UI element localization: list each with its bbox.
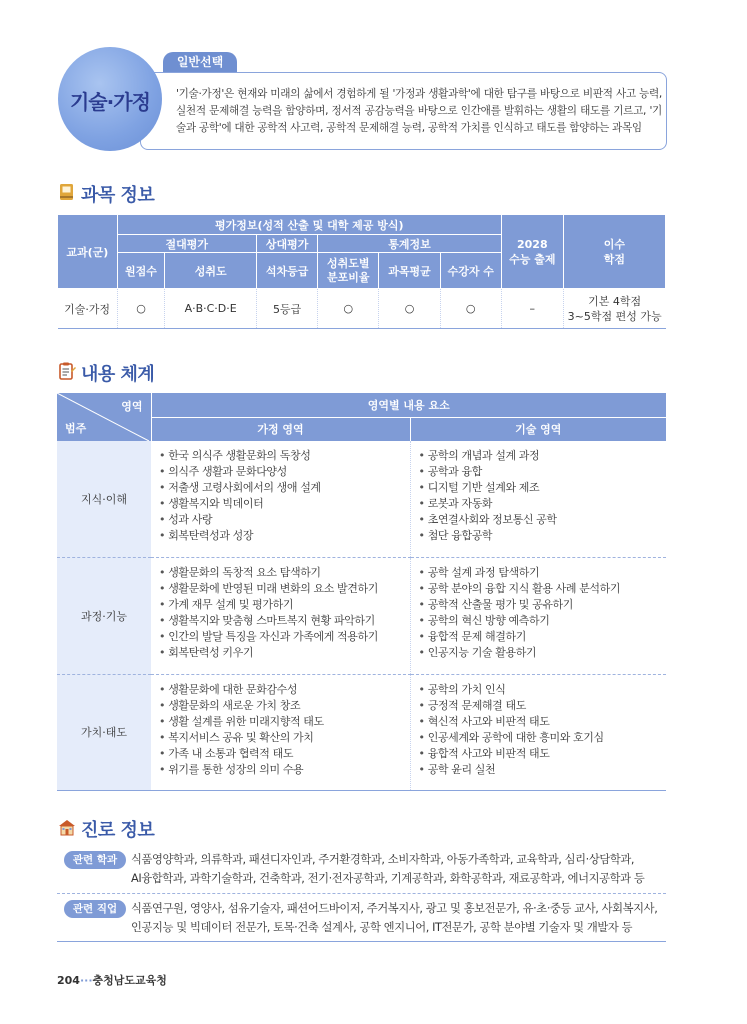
list-item: • 공학의 가치 인식 xyxy=(419,682,667,698)
clipboard-icon xyxy=(58,362,76,380)
majors-badge: 관련 학과 xyxy=(64,851,126,869)
jobs-badge: 관련 직업 xyxy=(64,900,126,918)
footer-separator: ··· xyxy=(79,974,93,987)
content-system-table xyxy=(57,393,666,791)
page-number: 204 xyxy=(57,974,80,987)
career-info-heading: 진로 정보 xyxy=(81,820,155,841)
list-item: • 긍정적 문제해결 태도 xyxy=(419,698,667,714)
col-avg: 과목평균 xyxy=(379,253,440,289)
col-suneung: 2028 수능 출제 xyxy=(501,215,563,289)
col-relative: 상대평가 xyxy=(256,235,317,253)
career-bottom-border xyxy=(57,941,666,942)
page-footer xyxy=(57,972,167,988)
list-item: • 공학 분야의 융합 지식 활용 사례 분석하기 xyxy=(419,581,667,597)
cell-students: ○ xyxy=(440,289,501,329)
list-item: • 생활복지와 빅데이터 xyxy=(159,496,410,512)
school-icon xyxy=(58,818,76,836)
jobs-line-2: 인공지능 및 빅데이터 전문가, 토목·건축 설계사, 공학 엔지니어, IT전문가, 공학 분야별 기술자 및 개발자 등 xyxy=(131,921,633,934)
corner-header xyxy=(57,393,151,441)
majors-text xyxy=(131,850,671,888)
tech-items xyxy=(410,558,666,675)
list-item: • 디지털 기반 설계와 제조 xyxy=(419,480,667,496)
list-item: • 융합적 문제 해결하기 xyxy=(419,629,667,645)
cell-group: 기술·가정 xyxy=(58,289,118,329)
subject-info-heading: 과목 정보 xyxy=(81,185,155,206)
col-group: 교과(군) xyxy=(58,215,118,289)
list-item: • 첨단 융합공학 xyxy=(419,528,667,544)
col-tech: 기술 영역 xyxy=(410,417,666,441)
category-knowledge: 지식·이해 xyxy=(57,441,151,558)
career-divider xyxy=(57,893,666,894)
list-item: • 공학 윤리 실천 xyxy=(419,762,667,778)
list-item: • 복지서비스 공유 및 확산의 가치 xyxy=(159,730,410,746)
list-item: • 혁신적 사고와 비판적 태도 xyxy=(419,714,667,730)
list-item: • 인공세계와 공학에 대한 흥미와 호기심 xyxy=(419,730,667,746)
col-students: 수강자 수 xyxy=(440,253,501,289)
home-items xyxy=(151,441,410,558)
col-home: 가정 영역 xyxy=(151,417,410,441)
cell-raw-score: ○ xyxy=(117,289,165,329)
col-rank: 석차등급 xyxy=(256,253,317,289)
list-item: • 융합적 사고와 비판적 태도 xyxy=(419,746,667,762)
header-domain: 영역 xyxy=(121,400,143,413)
cell-credits: 기본 4학점 3~5학점 편성 가능 xyxy=(563,289,665,329)
category-value: 가치·태도 xyxy=(57,674,151,791)
list-item: • 생활 설계를 위한 미래지향적 태도 xyxy=(159,714,410,730)
cell-suneung: – xyxy=(501,289,563,329)
header-category: 범주 xyxy=(65,422,87,435)
publisher: 충청남도교육청 xyxy=(92,974,167,987)
list-item: • 인공지능 기술 활용하기 xyxy=(419,645,667,661)
list-item: • 생활문화의 독창적 요소 탐색하기 xyxy=(159,565,410,581)
table-row xyxy=(58,289,666,329)
list-item: • 로봇과 자동화 xyxy=(419,496,667,512)
choice-type-tag: 일반선택 xyxy=(163,52,237,72)
tech-items xyxy=(410,674,666,791)
list-item: • 생활문화에 반영된 미래 변화의 요소 발견하기 xyxy=(159,581,410,597)
list-item: • 회복탄력성과 성장 xyxy=(159,528,410,544)
col-eval-info: 평가정보(성적 산출 및 대학 제공 방식) xyxy=(117,215,501,235)
list-item: • 위기를 통한 성장의 의미 수용 xyxy=(159,762,410,778)
list-item: • 가계 재무 설계 및 평가하기 xyxy=(159,597,410,613)
cell-rank: 5등급 xyxy=(256,289,317,329)
cell-distribution: ○ xyxy=(318,289,379,329)
home-items xyxy=(151,674,410,791)
list-item: • 저출생 고령사회에서의 생애 설계 xyxy=(159,480,410,496)
list-item: • 생활문화의 새로운 가치 창조 xyxy=(159,698,410,714)
col-distribution: 성취도별 분포비율 xyxy=(318,253,379,289)
list-item: • 초연결사회와 정보통신 공학 xyxy=(419,512,667,528)
list-item: • 생활문화에 대한 문화감수성 xyxy=(159,682,410,698)
subject-title: 기술·가정 xyxy=(70,90,150,114)
content-system-heading: 내용 체계 xyxy=(81,364,155,385)
col-stats: 통계정보 xyxy=(318,235,502,253)
jobs-line-1: 식품연구원, 영양사, 섬유기술자, 패션어드바이저, 주거복지사, 광고 및 홍보전문가, 유·초·중등 교사, 사회복지사, xyxy=(131,902,658,915)
subject-info-table xyxy=(57,214,666,329)
majors-line-2: AI융합학과, 과학기술학과, 건축학과, 전기·전자공학과, 기계공학과, 화학공학과, 재료공학과, 에너지공학과 등 xyxy=(131,872,645,885)
col-credits: 이수 학점 xyxy=(563,215,665,289)
col-absolute: 절대평가 xyxy=(117,235,256,253)
col-achievement: 성취도 xyxy=(165,253,257,289)
majors-line-1: 식품영양학과, 의류학과, 패션디자인과, 주거환경학과, 소비자학과, 아동가족학과, 교육학과, 심리·상담학과, xyxy=(131,853,635,866)
list-item: • 공학의 혁신 방향 예측하기 xyxy=(419,613,667,629)
list-item: • 공학과 융합 xyxy=(419,464,667,480)
book-icon xyxy=(58,183,76,201)
list-item: • 가족 내 소통과 협력적 태도 xyxy=(159,746,410,762)
category-process: 과정·기능 xyxy=(57,558,151,675)
list-item: • 공학적 산출물 평가 및 공유하기 xyxy=(419,597,667,613)
cell-avg: ○ xyxy=(379,289,440,329)
home-items xyxy=(151,558,410,675)
list-item: • 한국 의식주 생활문화의 독창성 xyxy=(159,448,410,464)
table-row xyxy=(57,558,666,675)
subject-description: '기술·가정'은 현재와 미래의 삶에서 경험하게 될 '가정과 생활과학'에 대한 탐구를 바탕으로 비판적 사고 능력, 실천적 문제해결 능력을 함양하며, 정서적 공감능력을 바탕으로 인간애를 발휘하는 생활의 태도를 기르고, '기술과 공학'에 대한 공학적 사고력, 공학적 문제해결 능력, 공학적 가치를 인식하고 태도를 함양하는 과목임 xyxy=(176,88,662,134)
list-item: • 공학 설계 과정 탐색하기 xyxy=(419,565,667,581)
header-elements: 영역별 내용 요소 xyxy=(151,393,666,417)
cell-achievement: A·B·C·D·E xyxy=(165,289,257,329)
table-row xyxy=(57,674,666,791)
list-item: • 인간의 발달 특징을 자신과 가족에게 적용하기 xyxy=(159,629,410,645)
list-item: • 의식주 생활과 문화다양성 xyxy=(159,464,410,480)
list-item: • 성과 사랑 xyxy=(159,512,410,528)
list-item: • 회복탄력성 키우기 xyxy=(159,645,410,661)
col-raw-score: 원점수 xyxy=(117,253,165,289)
table-row xyxy=(57,441,666,558)
list-item: • 공학의 개념과 설계 과정 xyxy=(419,448,667,464)
tech-items xyxy=(410,441,666,558)
list-item: • 생활복지와 맞춤형 스마트복지 현황 파악하기 xyxy=(159,613,410,629)
jobs-text xyxy=(131,899,671,937)
